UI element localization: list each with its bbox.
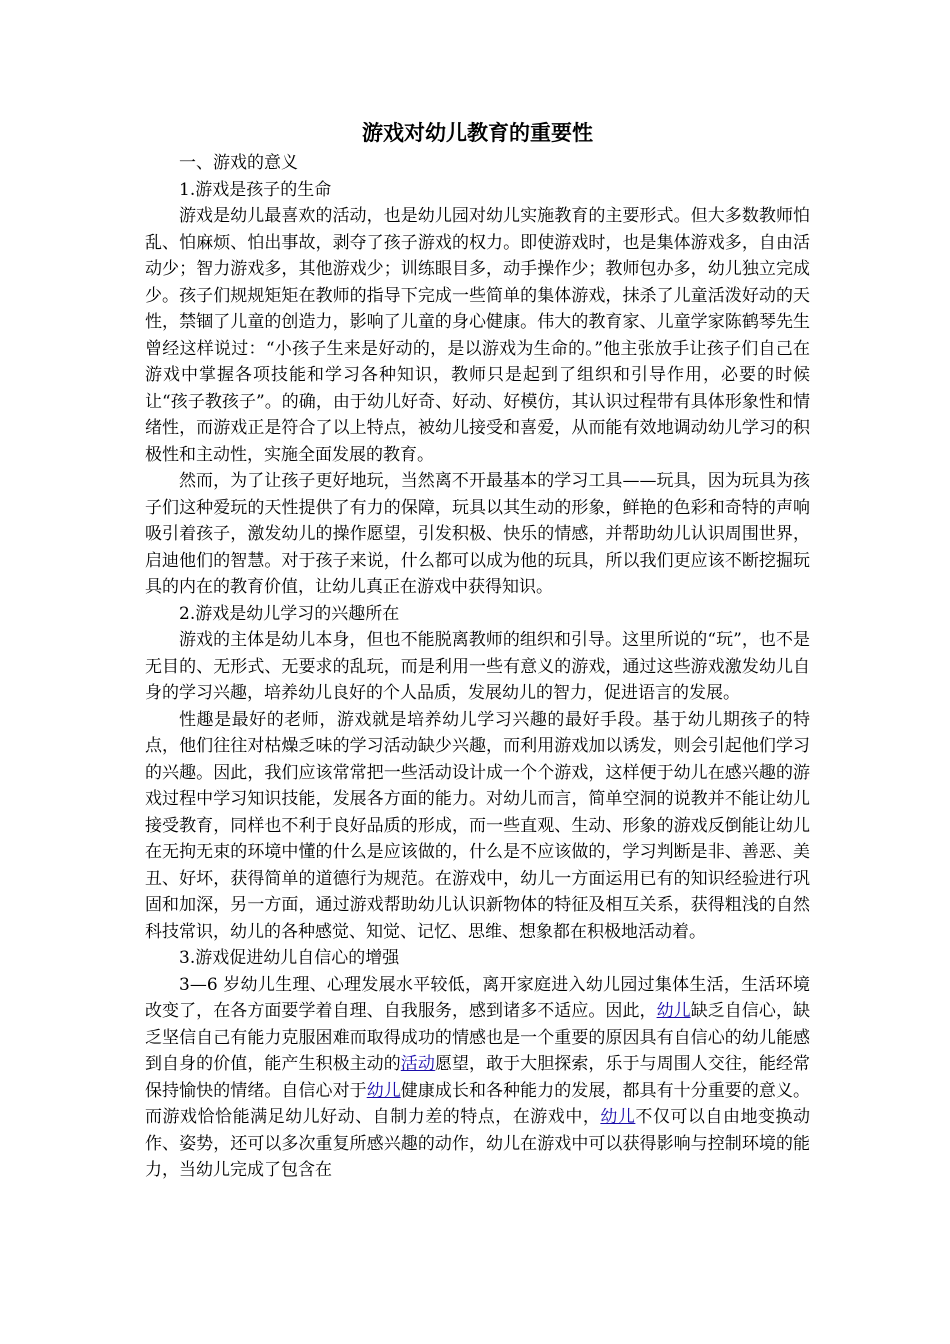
paragraph-5-text-1: 3—6 岁幼儿生理、心理发展水平较低，离开家庭进入幼儿园过集体生活，生活环境改变了，在各方面要学着自理、自我服务，感到诸多不适应。因此， — [145, 974, 810, 1021]
document-page — [145, 118, 810, 1184]
subheading-1: 1.游戏是孩子的生命 — [179, 179, 332, 200]
paragraph-5-text-3: 愿望，敢于大胆探索，乐于与周围人交往，能经常保持愉快的情绪。自信心对于 — [145, 1054, 811, 1101]
link-huodong[interactable]: 活动 — [400, 1054, 435, 1074]
link-youer-1[interactable]: 幼儿 — [656, 1001, 691, 1021]
paragraph-2: 然而，为了让孩子更好地玩，当然离不开最基本的学习工具——玩具，因为玩具为孩子们这种爱玩的天性提供了有力的保障，玩具以其生动的形象，鲜艳的色彩和奇特的声响吸引着孩子，激发幼儿的操作愿望，引发积极、快乐的情感，并帮助幼儿认识周围世界，启迪他们的智慧。对于孩子来说，什么都可以成为他的玩具，所以我们更应该不断挖掘玩具的内在的教育价值，让幼儿真正在游戏中获得知识。 — [145, 471, 810, 597]
paragraph-5-text-5: 不仅可以自由地变换动作、姿势，还可以多次重复所感兴趣的动作，幼儿在游戏中可以获得影响与控制环境的能力，当幼儿完成了包含在 — [145, 1107, 811, 1180]
paragraph-4: 性趣是最好的老师，游戏就是培养幼儿学习兴趣的最好手段。基于幼儿期孩子的特点，他们往往对枯燥乏味的学习活动缺少兴趣，而利用游戏加以诱发，则会引起他们学习的兴趣。因此，我们应该常常把一些活动设计成一个个游戏，这样便于幼儿在感兴趣的游戏过程中学习知识技能，发展各方面的能力。对幼儿而言，简单空洞的说教并不能让幼儿接受教育，同样也不利于良好品质的形成，而一些直观、生动、形象的游戏反倒能让幼儿在无拘无束的环境中懂的什么是应该做的，什么是不应该做的，学习判断是非、善恶、美丑、好坏，获得简单的道德行为规范。在游戏中，幼儿一方面运用已有的知识经验进行巩固和加深，另一方面，通过游戏帮助幼儿认识新物体的特征及相互关系，获得粗浅的自然科技常识，幼儿的各种感觉、知觉、记忆、思维、想象都在积极地活动着。 — [145, 709, 810, 942]
paragraph-5 — [145, 972, 810, 1184]
paragraph-3: 游戏的主体是幼儿本身，但也不能脱离教师的组织和引导。这里所说的“玩”，也不是无目的、无形式、无要求的乱玩，而是利用一些有意义的游戏，通过这些游戏激发幼儿自身的学习兴趣，培养幼儿良好的个人品质，发展幼儿的智力，促进语言的发展。 — [145, 630, 810, 703]
subheading-3: 3.游戏促进幼儿自信心的增强 — [179, 948, 400, 968]
paragraph-1: 游戏是幼儿最喜欢的活动，也是幼儿园对幼儿实施教育的主要形式。但大多数教师怕乱、怕麻烦、怕出事故，剥夺了孩子游戏的权力。即使游戏时，也是集体游戏多，自由活动少；智力游戏多，其他游戏少；训练眼目多，动手操作少；教师包办多，幼儿独立完成少。孩子们规规矩矩在教师的指导下完成一些简单的集体游戏，抹杀了儿童活泼好动的天性，禁锢了儿童的创造力，影响了儿童的身心健康。伟大的教育家、儿童学家陈鹤琴先生曾经这样说过：“小孩子生来是好动的，是以游戏为生命的。”他主张放手让孩子们自己在游戏中掌握各项技能和学习各种知识，教师只是起到了组织和引导作用，必要的时候让“孩子教孩子”。的确，由于幼儿好奇、好动、好模仿，其认识过程带有具体形象性和情绪性，而游戏正是符合了以上特点，被幼儿接受和喜爱，从而能有效地调动幼儿学习的积极性和主动性，实施全面发展的教育。 — [145, 206, 810, 465]
paragraph-5-text-4: 健康成长和各种能力的发展，都具有十分重要的意义。而游戏恰恰能满足幼儿好动、自制力差的特点，在游戏中， — [145, 1080, 811, 1127]
subheading-2: 2.游戏是幼儿学习的兴趣所在 — [179, 603, 400, 624]
link-youer-3[interactable]: 幼儿 — [600, 1107, 636, 1127]
paragraph-5-text-2: 缺乏自信心，缺乏坚信自己有能力克服困难而取得成功的情感也是一个重要的原因具有自信心的幼儿能感到自身的价值，能产生积极主动的 — [145, 1001, 811, 1074]
section-heading-1: 一、游戏的意义 — [179, 153, 298, 173]
link-youer-2[interactable]: 幼儿 — [366, 1080, 401, 1101]
document-title: 游戏对幼儿教育的重要性 — [362, 120, 593, 145]
